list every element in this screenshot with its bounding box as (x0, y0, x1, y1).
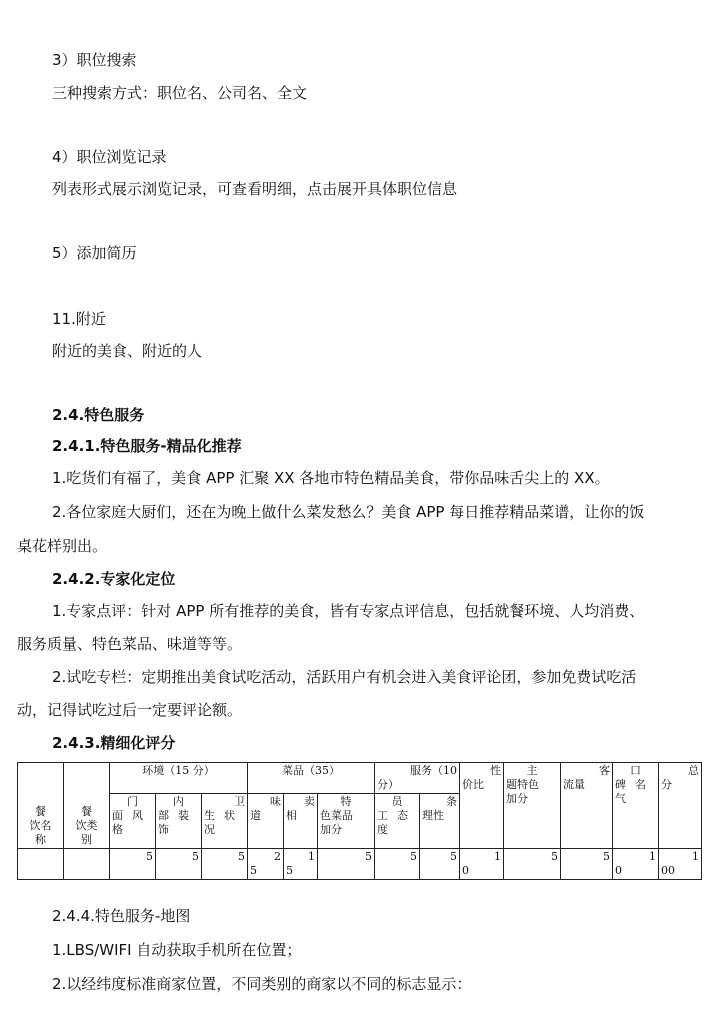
cell-interior-decor: 5 (156, 849, 202, 880)
paragraph-merchant-markers: 2.以经纬度标准商家位置，不同类别的商家以不同的标志显示： (52, 975, 472, 993)
header-value-for-money: 性 价比 (460, 763, 504, 849)
cell-reputation: 1 0 (613, 849, 659, 880)
cell-orderliness: 5 (420, 849, 460, 880)
header-staff-attitude: 员 工态 度 (375, 794, 420, 849)
cell-presentation: 1 5 (284, 849, 318, 880)
section-heading-refined-scoring: 2.4.3.精细化评分 (52, 734, 176, 752)
table-row (18, 849, 702, 880)
heading-map-service: 2.4.4.特色服务-地图 (52, 907, 191, 925)
cell-total-score: 1 00 (659, 849, 702, 880)
paragraph-expert-review-line1: 1.专家点评：针对 APP 所有推荐的美食，皆有专家点评信息，包括就餐环境、人均消费、 (52, 602, 645, 620)
paragraph-expert-review-line2: 服务质量、特色菜品、味道等等。 (17, 635, 243, 653)
cell-staff-attitude: 5 (375, 849, 420, 880)
cell-theme-bonus: 5 (504, 849, 561, 880)
header-total-score: 总 分 (659, 763, 702, 849)
cell-name (18, 849, 64, 880)
heading-browse-history: 4）职位浏览记录 (52, 148, 167, 166)
section-heading-expert-positioning: 2.4.2.专家化定位 (52, 570, 176, 588)
section-heading-curated-recommendation: 2.4.1.特色服务-精品化推荐 (52, 437, 242, 455)
paragraph-trial-column-line1: 2.试吃专栏：定期推出美食试吃活动，活跃用户有机会进入美食评论团，参加免费试吃活 (52, 668, 637, 686)
cell-storefront-style: 5 (110, 849, 156, 880)
header-presentation: 卖 相 (284, 794, 318, 849)
header-interior-decor: 内 部装 饰 (156, 794, 202, 849)
cell-signature-dish-bonus: 5 (318, 849, 375, 880)
header-environment-group: 环境（15 分） (110, 763, 248, 794)
cell-hygiene: 5 (202, 849, 248, 880)
paragraph-foodie-blessing: 1.吃货们有福了，美食 APP 汇聚 XX 各地市特色精品美食，带你品味舌尖上的 XX。 (52, 469, 610, 487)
heading-nearby: 11.附近 (52, 310, 106, 328)
header-restaurant-name: 餐 饮名 称 (18, 763, 64, 849)
header-storefront-style: 门 面风 格 (110, 794, 156, 849)
header-signature-dish-bonus: 特 色菜品 加分 (318, 794, 375, 849)
paragraph-nearby: 附近的美食、附近的人 (52, 342, 203, 360)
heading-add-resume: 5）添加简历 (52, 244, 137, 262)
paragraph-trial-column-line2: 动，记得试吃过后一定要评论额。 (17, 701, 243, 719)
paragraph-search-methods: 三种搜索方式：职位名、公司名、全文 (52, 84, 308, 102)
heading-job-search: 3）职位搜索 (52, 51, 137, 69)
section-heading-featured-services: 2.4.特色服务 (52, 406, 145, 424)
header-taste: 味 道 (248, 794, 284, 849)
header-customer-traffic: 客 流量 (561, 763, 613, 849)
paragraph-home-chef-line2: 桌花样别出。 (17, 537, 108, 555)
header-service-group: 服务（10 分） (375, 763, 460, 794)
header-dish-group: 菜品（35） (248, 763, 375, 794)
paragraph-auto-location: 1.LBS/WIFI 自动获取手机所在位置； (52, 941, 302, 959)
paragraph-browse-history: 列表形式展示浏览记录，可查看明细，点击展开具体职位信息 (52, 180, 458, 198)
header-hygiene: 卫 生状 况 (202, 794, 248, 849)
table-header-row-group (18, 763, 702, 794)
cell-value-for-money: 1 0 (460, 849, 504, 880)
paragraph-home-chef-line1: 2.各位家庭大厨们，还在为晚上做什么菜发愁么？美食 APP 每日推荐精品菜谱，让你的饭 (52, 503, 645, 521)
scoring-table (17, 762, 702, 880)
cell-taste: 2 5 (248, 849, 284, 880)
header-restaurant-type: 餐 饮类 别 (64, 763, 110, 849)
cell-customer-traffic: 5 (561, 849, 613, 880)
header-theme-bonus: 主 题特色 加分 (504, 763, 561, 849)
cell-type (64, 849, 110, 880)
header-orderliness: 条 理性 (420, 794, 460, 849)
header-reputation: 口 碑名 气 (613, 763, 659, 849)
